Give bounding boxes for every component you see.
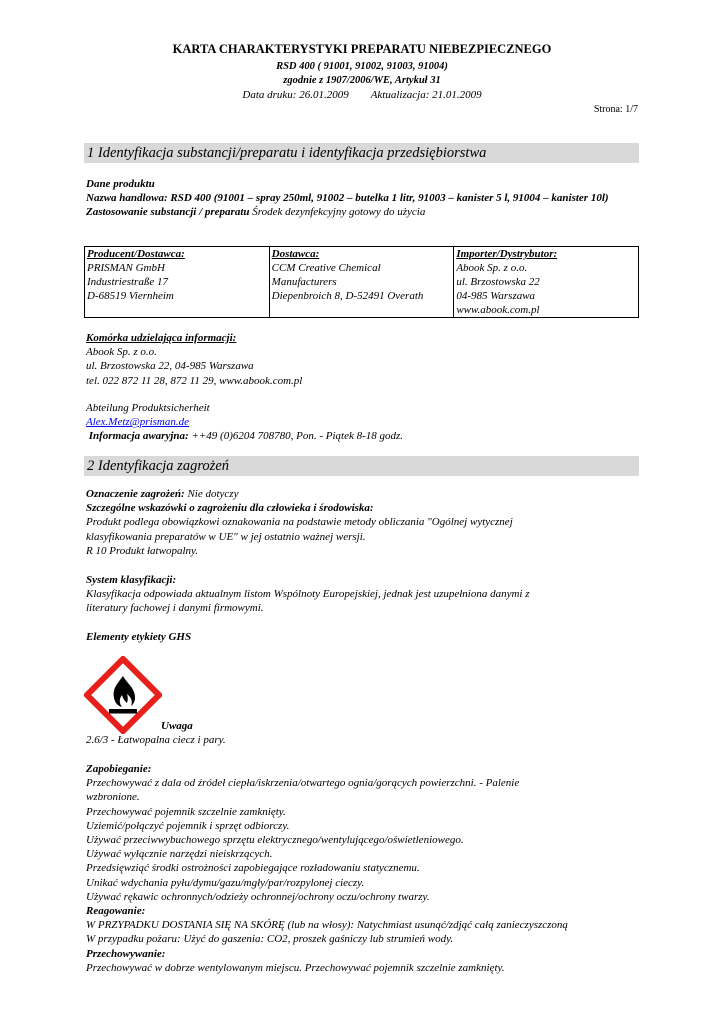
storage-line: Przechowywać w dobrze wentylowanym miejscu. Przechowywać pojemnik szczelnie zamknięty. bbox=[86, 961, 505, 974]
trade-name-label: Nazwa handlowa: bbox=[86, 192, 168, 205]
parties-table bbox=[84, 246, 639, 318]
dates-line bbox=[0, 89, 724, 101]
info-block bbox=[86, 331, 634, 388]
product-line: RSD 400 ( 91001, 91002, 91003, 91004) bbox=[276, 61, 448, 72]
signal-word: Uwaga bbox=[161, 720, 193, 732]
emergency-label: Informacja awaryjna: bbox=[88, 430, 189, 443]
prevention-line: Używać wyłącznie narzędzi nieiskrzących. bbox=[86, 848, 273, 861]
product-use bbox=[86, 205, 634, 219]
prevention-line: Przechowywać pojemnik szczelnie zamknięty. bbox=[86, 805, 286, 818]
ghs-label-text: Elementy etykiety GHS bbox=[86, 631, 192, 643]
reaction-line: W przypadku pożaru: Użyć do gaszenia: CO2, proszek gaśniczy lub strumień wody. bbox=[86, 933, 454, 946]
party-line: PRISMAN GmbH bbox=[87, 262, 165, 274]
prevention-line: Używać przeciwwybuchowego sprzętu elektrycznego/wentylującego/oświetleniowego. bbox=[86, 834, 464, 847]
hazard-designation bbox=[86, 487, 634, 501]
prevention-line: Przechowywać z dala od źródeł ciepła/iskrzenia/otwartego ognia/gorących powierzchni. - Palenie bbox=[86, 777, 520, 790]
info-line: ul. Brzostowska 22, 04-985 Warszawa bbox=[86, 360, 254, 373]
table-row bbox=[85, 247, 639, 318]
prevention-line: Unikać wdychania pyłu/dymu/gazu/mgły/par/rozpylonej cieczy. bbox=[86, 876, 365, 889]
print-date: Data druku: 26.01.2009 bbox=[242, 89, 349, 101]
use-value: Środek dezynfekcyjny gotowy do użycia bbox=[252, 206, 426, 219]
email-link[interactable]: Alex.Metz@prisman.de bbox=[86, 416, 189, 429]
section-2-heading: 2 Identyfikacja zagrożeń bbox=[84, 456, 639, 476]
ghs-label bbox=[86, 630, 634, 644]
regulation-line: zgodnie z 1907/2006/WE, Artykuł 31 bbox=[283, 75, 441, 86]
product-data-block bbox=[86, 177, 634, 220]
trade-name-value: RSD 400 (91001 – spray 250ml, 91002 – butelka 1 litr, 91003 – kanister 5 l, 91004 – kanister 10l) bbox=[170, 192, 609, 205]
party-line: Diepenbroich 8, D-52491 Overath bbox=[271, 290, 424, 302]
party-cell-producer bbox=[85, 247, 270, 318]
party-line: CCM Creative Chemical bbox=[271, 262, 381, 274]
emergency-value: ++49 (0)6204 708780, Pon. - Piątek 8-18 godz. bbox=[191, 430, 404, 443]
prevention-label: Zapobieganie: bbox=[86, 763, 152, 775]
party-line: Abook Sp. z o.o. bbox=[456, 262, 528, 274]
hazard-label: Oznaczenie zagrożeń: bbox=[86, 488, 185, 500]
special-line: R 10 Produkt łatwopalny. bbox=[86, 544, 199, 557]
prevention-line: wzbronione. bbox=[86, 791, 140, 804]
party-line: Manufacturers bbox=[271, 276, 337, 288]
emergency-line bbox=[86, 429, 634, 443]
product-data-label: Dane produktu bbox=[86, 178, 155, 190]
document-title: KARTA CHARAKTERYSTYKI PREPARATU NIEBEZPIECZNEGO bbox=[172, 42, 552, 56]
party-heading: Dostawca: bbox=[271, 248, 320, 260]
prevention-line: Przedsięwziąć środki ostrożności zapobiegające rozładowaniu statycznemu. bbox=[86, 862, 420, 875]
party-cell-importer bbox=[454, 247, 639, 318]
prevention-line: Uziemić/połączyć pojemnik i sprzęt odbiorczy. bbox=[86, 819, 290, 832]
party-line: ul. Brzostowska 22 bbox=[456, 276, 540, 288]
trade-name bbox=[86, 191, 634, 205]
reaction-line: W PRZYPADKU DOSTANIA SIĘ NA SKÓRĘ (lub na włosy): Natychmiast usunąć/zdjąć całą zanieczyszczoną bbox=[86, 919, 568, 932]
special-line: klasyfikowania preparatów w UE" w jej ostatnio ważnej wersji. bbox=[86, 530, 366, 543]
party-line: 04-985 Warszawa bbox=[456, 290, 536, 302]
special-label: Szczególne wskazówki o zagrożeniu dla człowieka i środowiska: bbox=[86, 502, 374, 515]
party-heading: Importer/Dystrybutor: bbox=[456, 248, 558, 260]
special-line: Produkt podlega obowiązkowi oznakowania na podstawie metody obliczania "Ogólnej wytycznej bbox=[86, 516, 513, 529]
hazard-value: Nie dotyczy bbox=[187, 488, 239, 500]
update-date: Aktualizacja: 21.01.2009 bbox=[370, 89, 482, 101]
party-heading: Producent/Dostawca: bbox=[87, 248, 185, 260]
department: Abteilung Produktsicherheit bbox=[86, 402, 210, 414]
party-line: D-68519 Viernheim bbox=[87, 290, 174, 302]
prevention-line: Używać rękawic ochronnych/odzieży ochronnej/ochrony oczu/ochrony twarzy. bbox=[86, 890, 430, 903]
party-line: www.abook.com.pl bbox=[456, 304, 540, 316]
contact-block bbox=[86, 401, 634, 444]
info-line: Abook Sp. z o.o. bbox=[86, 346, 157, 359]
system-line: Klasyfikacja odpowiada aktualnym listom Wspólnoty Europejskiej, jednak jest uzupełniona danymi z bbox=[86, 588, 530, 601]
reaction-label: Reagowanie: bbox=[86, 905, 146, 918]
storage-label: Przechowywanie: bbox=[86, 947, 166, 960]
hazard-block bbox=[86, 487, 634, 558]
system-line: literatury fachowej i danymi firmowymi. bbox=[86, 602, 264, 615]
system-label: System klasyfikacji: bbox=[86, 574, 177, 586]
page-number: Strona: 1/7 bbox=[593, 104, 638, 115]
use-label: Zastosowanie substancji / preparatu bbox=[86, 206, 250, 219]
hazard-statement: 2.6/3 - Łatwopalna ciecz i pary. bbox=[86, 734, 226, 747]
info-line: tel. 022 872 11 28, 872 11 29, www.abook.com.pl bbox=[86, 374, 303, 387]
section-1-heading: 1 Identyfikacja substancji/preparatu i identyfikacja przedsiębiorstwa bbox=[84, 143, 639, 163]
party-line: Industriestraße 17 bbox=[87, 276, 168, 288]
info-label: Komórka udzielająca informacji: bbox=[86, 332, 237, 344]
precaution-block bbox=[86, 762, 634, 975]
party-cell-supplier bbox=[269, 247, 454, 318]
classification-block bbox=[86, 573, 634, 616]
signal-block bbox=[86, 719, 634, 747]
